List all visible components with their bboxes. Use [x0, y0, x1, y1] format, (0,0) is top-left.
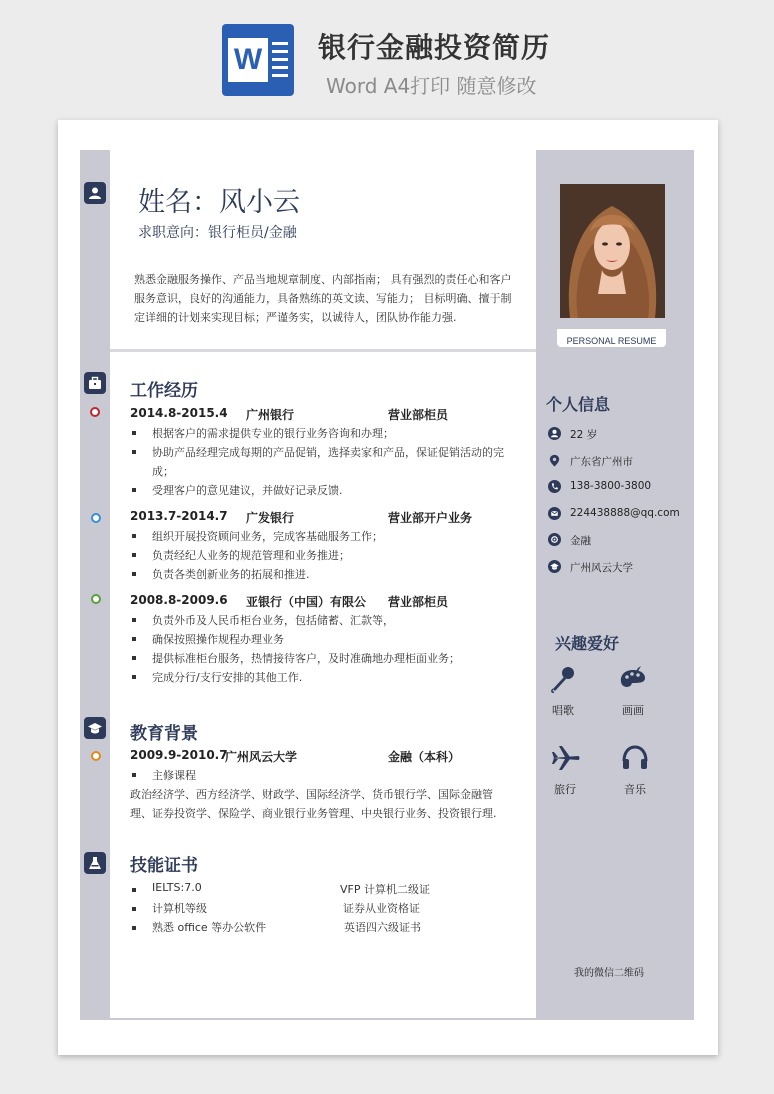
header-banner — [0, 0, 774, 110]
briefcase-icon — [84, 372, 106, 394]
work-section-title: 工作经历 — [130, 381, 198, 401]
info-text: 广东省广州市 — [570, 456, 633, 468]
candidate-name: 姓名：风小云 — [138, 187, 300, 218]
wechat-qr-label: 我的微信二维码 — [574, 968, 644, 979]
info-section-title: 个人信息 — [546, 395, 611, 414]
hobby-travel — [540, 743, 590, 797]
job-role: 营业部柜员 — [388, 595, 449, 609]
airplane-icon — [550, 743, 580, 773]
hobby-music — [610, 743, 660, 797]
star-icon — [548, 533, 561, 546]
skill-row — [130, 879, 510, 898]
hobby-section-title: 兴趣爱好 — [555, 634, 620, 653]
word-doc-icon — [222, 24, 294, 96]
graduation-cap-icon — [84, 717, 106, 739]
job-date: 2014.8-2015.4 — [130, 406, 228, 420]
education-section-title: 教育背景 — [130, 724, 198, 744]
bottom-divider — [110, 1018, 536, 1020]
job-intent: 求职意向：银行柜员/金融 — [138, 225, 297, 241]
timeline-dot — [90, 407, 100, 417]
info-text: 金融 — [570, 535, 591, 547]
job-company: 广发银行 — [246, 511, 295, 525]
email-icon — [548, 507, 561, 520]
profile-photo — [560, 184, 665, 318]
job-header — [130, 593, 530, 609]
job-duties — [130, 611, 510, 687]
headphones-icon — [620, 743, 650, 773]
flask-icon — [84, 852, 106, 874]
hobby-singing — [538, 664, 588, 718]
phone-icon — [548, 480, 561, 493]
list-item: 负责外币及人民币柜台业务，包括储蓄、汇款等， — [130, 611, 510, 630]
microphone-icon — [548, 664, 578, 694]
palette-icon — [618, 664, 648, 694]
banner-title: 银行金融投资简历 — [318, 31, 551, 64]
education-major: 金融（本科） — [388, 750, 461, 764]
job-company: 广州银行 — [246, 408, 295, 422]
profile-summary: 熟悉金融服务操作、产品当地规章制度、内部指南； 具有强烈的责任心和客户服务意识，良好的沟通能力，具备熟练的英文读、写能力； 目标明确、擅于制定详细的计划来实现目标；严谨务实，以诚待人，团队协作能力强. — [134, 273, 512, 324]
list-item: 根据客户的需求提供专业的银行业务咨询和办理； — [130, 424, 510, 443]
job-header — [130, 406, 530, 422]
education-date: 2009.9-2010.7 — [130, 748, 228, 762]
skill-item: 熟悉 office 等办公软件 — [152, 921, 267, 934]
hobby-label: 旅行 — [554, 783, 576, 796]
skill-item: VFP 计算机二级证 — [340, 883, 430, 896]
timeline-dot — [91, 513, 101, 523]
list-item: 提供标准柜台服务，热情接待客户，及时准确地办理柜面业务； — [130, 649, 510, 668]
hobby-painting — [608, 664, 658, 718]
skill-item: IELTS:7.0 — [152, 881, 202, 894]
timeline-dot — [91, 751, 101, 761]
list-item: 受理客户的意见建议，并做好记录反馈. — [130, 481, 510, 500]
job-company: 亚银行（中国）有限公 — [246, 595, 367, 609]
info-text: 224438888@qq.com — [570, 507, 680, 519]
timeline-dot — [91, 594, 101, 604]
job-duties — [130, 527, 510, 584]
skill-item: 证券从业资格证 — [343, 902, 420, 915]
hobby-label: 画画 — [622, 704, 644, 717]
word-icon-letter: W — [228, 38, 268, 82]
list-item: 负责各类创新业务的拓展和推进. — [130, 565, 510, 584]
info-email — [548, 506, 688, 522]
header-divider — [110, 349, 536, 352]
graduation-icon — [548, 560, 561, 573]
info-school — [548, 559, 688, 575]
hobby-label: 音乐 — [624, 783, 646, 796]
info-text: 22 岁 — [570, 429, 598, 441]
info-location — [548, 453, 688, 469]
course-list: 政治经济学、西方经济学、财政学、国际经济学、货币银行学、国际金融管理、证券投资学、保险学、商业银行业务管理、中央银行业务、投资银行理. — [130, 788, 497, 820]
banner-subtitle: Word A4打印 随意修改 — [326, 74, 537, 98]
skill-item: 英语四六级证书 — [344, 921, 421, 934]
list-item: 完成分行/支行安排的其他工作. — [130, 668, 510, 687]
hobby-label: 唱歌 — [552, 704, 574, 717]
user-icon — [548, 427, 561, 440]
list-item: 组织开展投资顾问业务，完成客基础服务工作； — [130, 527, 510, 546]
job-date: 2008.8-2009.6 — [130, 593, 228, 607]
list-item: 负责经纪人业务的规范管理和业务推进； — [130, 546, 510, 565]
education-school: 广州风云大学 — [225, 750, 298, 764]
info-field — [548, 532, 688, 548]
job-date: 2013.7-2014.7 — [130, 509, 228, 523]
course-label: 主修课程 — [130, 766, 510, 785]
personal-resume-tag: PERSONAL RESUME — [557, 329, 666, 347]
list-item: 确保按照操作规程办理业务 — [130, 630, 510, 649]
skills-list — [130, 879, 510, 936]
profile-icon — [84, 182, 106, 204]
skill-item: 计算机等级 — [152, 902, 207, 915]
info-text: 广州风云大学 — [570, 562, 633, 574]
left-accent-strip — [80, 150, 110, 1020]
job-role: 营业部开户业务 — [388, 511, 473, 525]
skills-section-title: 技能证书 — [130, 856, 198, 876]
info-phone — [548, 479, 688, 495]
job-duties — [130, 424, 510, 500]
info-age — [548, 426, 688, 442]
skill-row — [130, 898, 510, 917]
education-header — [130, 748, 530, 764]
list-item: 协助产品经理完成每期的产品促销，选择卖家和产品，保证促销活动的完成； — [130, 443, 510, 481]
info-text: 138-3800-3800 — [570, 480, 652, 492]
job-header — [130, 509, 530, 525]
skill-row — [130, 917, 510, 936]
job-role: 营业部柜员 — [388, 408, 449, 422]
location-icon — [548, 454, 561, 467]
course-label-list — [130, 766, 510, 785]
